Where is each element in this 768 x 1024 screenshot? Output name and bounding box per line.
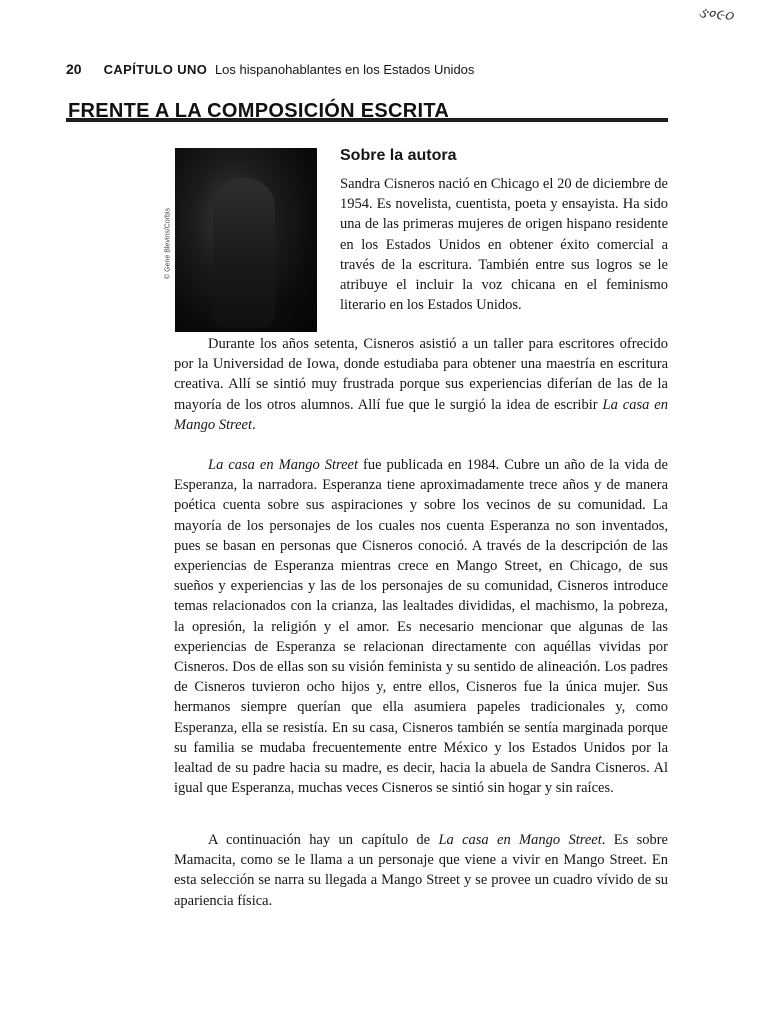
section-title: FRENTE A LA COMPOSICIÓN ESCRITA: [68, 100, 450, 122]
chapter-label: CAPÍTULO UNO: [103, 62, 208, 77]
paragraph-4-text: A continuación hay un capítulo de: [208, 832, 439, 848]
paragraph-1-text: Sandra Cisneros nació en Chicago el 20 de diciembre de 1954. Es novelista, cuentista, poeta y ensayista. Ha sido una de las primeras mujeres de origen hispano residente en los Estados Unidos en obtener éxito comercial a través de la escritura. También entre sus logros se le atribuye el incluir la voz chicana en el feminismo literario en los Estados Unidos.: [340, 176, 668, 314]
book-title: La casa en Mango Street: [174, 396, 668, 433]
book-title: La casa en Mango Street: [438, 832, 602, 848]
author-figure: [213, 178, 275, 328]
handwritten-margin-note: ઙ०૯૦: [697, 3, 735, 25]
paragraph-3-text: fue publicada en 1984. Cubre un año de la vida de Esperanza, la narradora. Esperanza tiene aproximadamente trece años y de manera poética cuenta sobre sus aspiraciones y sobre los vecinos de su comunidad. La mayoría de los personajes de los cuales nos cuenta Esperanza no son inventados, pues se basan en personas que Cisneros conoció. A través de la descripción de las experiencias de Esperanza mientras crece en Mango Street, en Chicago, de sus sueños y experiencias y las de los personajes de su comunidad, Cisneros introduce temas relacionados con la crianza, las lealtades divididas, el machismo, la pobreza, la opresión, la religión y el amor. Es necesario mencionar que algunas de las experiencias de Esperanza se relacionan directamente con aquéllas vividas por Cisneros. Dos de ellas son su visión feminista y su sentido de alineación. Los padres de Cisneros tuvieron ocho hijos y, entre ellos, Cisneros fue la única mujer. Sus hermanos siempre querían que ella asumiera papeles tradicionales y, como Esperanza, ella se resistía. En su casa, Cisneros también se sentía marginada porque su familia se mudaba frecuentemente entre México y los Estados Unidos por la lealtad de su padre hacia su madre, es decir, hacia la abuela de Sandra Cisneros. Al igual que Esperanza, muchas veces Cisneros se sintió sin hogar y sin raíces.: [174, 457, 668, 797]
author-photo: [175, 148, 317, 332]
section-header: [66, 100, 668, 126]
chapter-title: Los hispanohablantes en los Estados Unidos: [214, 62, 475, 77]
book-title: La casa en Mango Street: [208, 457, 358, 473]
running-head: [66, 60, 706, 79]
photo-credit: © Gene Blevins/Corbis: [164, 208, 172, 279]
paragraph-3: [174, 455, 668, 798]
page-number: 20: [66, 61, 82, 77]
paragraph-2-text: Durante los años setenta, Cisneros asistió a un taller para escritores ofrecido por la Universidad de Iowa, donde estudiaba para obtener una maestría en escritura creativa. Allí se sintió muy frustrada porque sus experiencias diferían de las de la mayoría de los otros alumnos. Allí fue que le surgió la idea de escribir: [174, 336, 668, 413]
paragraph-2: [174, 334, 668, 435]
subhead-sobre-la-autora: Sobre la autora: [340, 147, 457, 164]
paragraph-4: [174, 830, 668, 911]
paragraph-1: [340, 174, 668, 315]
paragraph-4-tail: . Es sobre Mamacita, como se le llama a un personaje que viene a vivir en Mango Street. En esta selección se narra su llegada a Mango Street y se provee un cuadro vívido de su apariencia física.: [174, 832, 668, 909]
paragraph-2-tail: .: [252, 416, 256, 433]
